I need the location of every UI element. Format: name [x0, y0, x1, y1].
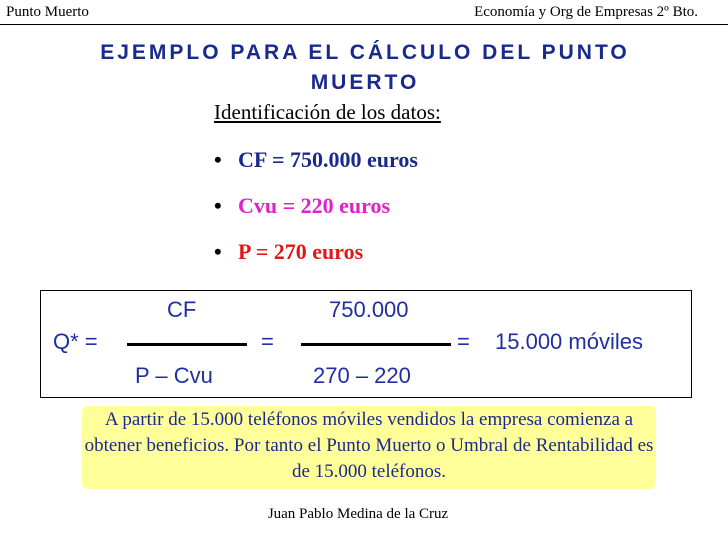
bullet-text: P = 270 euros [238, 239, 364, 264]
fraction-line-2 [301, 343, 451, 346]
formula-denominator-1: P – Cvu [135, 363, 213, 388]
formula-equals-1: = [261, 329, 274, 354]
formula-numerator-value: 750.000 [329, 297, 409, 322]
slide-title: EJEMPLO PARA EL CÁLCULO DEL PUNTO MUERTO [100, 41, 630, 94]
bullet-text: CF = 750.000 euros [238, 147, 418, 172]
data-list [214, 140, 418, 278]
header-right: Economía y Org de Empresas 2º Bto. [474, 4, 698, 20]
bullet-text: Cvu = 220 euros [238, 193, 391, 218]
bullet-p [214, 232, 418, 278]
bullet-cf [214, 140, 418, 186]
formula-box [40, 290, 692, 398]
formula-numerator-cf: CF [167, 297, 197, 322]
formula-lhs: Q* = [53, 329, 98, 354]
bullet-cvu [214, 186, 418, 232]
bullet-icon: • [214, 193, 222, 218]
formula-equals-2: = [457, 329, 470, 354]
bullet-icon: • [214, 239, 222, 264]
formula-denominator-2: 270 – 220 [313, 363, 411, 388]
data-subtitle: Identificación de los datos: [214, 100, 441, 124]
conclusion-note: A partir de 15.000 teléfonos móviles vendidos la empresa comienza a obtener beneficios. Por tanto el Punto Muerto o Umbral de Rentabilidad es de 15.000 teléfonos. [82, 406, 656, 489]
bullet-icon: • [214, 147, 222, 172]
formula-result: 15.000 móviles [495, 329, 643, 354]
header-left: Punto Muerto [6, 4, 89, 20]
fraction-line-1 [127, 343, 247, 346]
footer-author: Juan Pablo Medina de la Cruz [267, 506, 449, 522]
header-divider [0, 24, 728, 25]
